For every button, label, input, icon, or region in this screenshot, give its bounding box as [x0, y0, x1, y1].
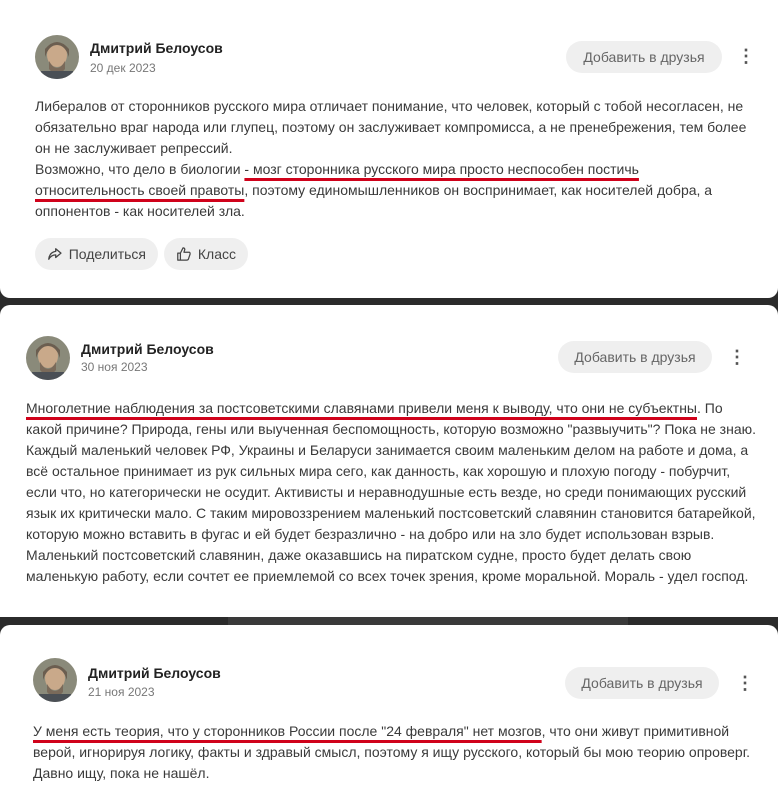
post-text [33, 721, 753, 784]
share-label: Поделиться [68, 246, 146, 262]
divider-strip [228, 617, 628, 625]
avatar-image [33, 658, 77, 702]
post-text [35, 96, 750, 222]
underlined-segment: У меня есть теория, что у сторонников России после "24 февраля" нет мозгов [33, 723, 542, 739]
more-vertical-icon[interactable]: ⋮ [737, 46, 755, 66]
text-segment: , поэтому единомышленников он воспринимает, как носителей добра, а оппонентов - как носителей зла. [35, 182, 713, 219]
avatar-image [26, 336, 70, 380]
add-friend-button[interactable]: Добавить в друзья [558, 341, 712, 373]
share-button[interactable] [35, 238, 158, 270]
avatar[interactable] [35, 35, 79, 79]
author-name[interactable]: Дмитрий Белоусов [90, 40, 223, 56]
author-name[interactable]: Дмитрий Белоусов [88, 665, 221, 681]
post-text [26, 398, 756, 587]
post-date: 21 ноя 2023 [88, 685, 155, 699]
paragraph [26, 398, 756, 440]
paragraph: Либералов от сторонников русского мира отличает понимание, что человек, который с тобой несогласен, не обязательно враг народа или глупец, поэтому он заслуживает компромисса, а не пренебрежения, тем более он не заслуживает репрессий. [35, 98, 747, 156]
text-segment: , что они живут примитивной верой, игнорируя логику, факты и здравый смысл, поэтому я ищу русского, который бы мою теорию опроверг. Давно ищу, пока не нашёл. [33, 723, 751, 781]
like-label: Класс [197, 246, 236, 262]
share-icon [47, 245, 63, 263]
avatar[interactable] [26, 336, 70, 380]
underlined-segment: - мозг сторонника русского мира просто неспособен постичь относительность своей правоты [35, 161, 639, 198]
author-name[interactable]: Дмитрий Белоусов [81, 341, 214, 357]
post-card-3 [0, 625, 778, 801]
paragraph [33, 721, 753, 784]
underlined-segment: Многолетние наблюдения за постсоветскими славянами привели меня к выводу, что они не субъектны [26, 400, 697, 416]
more-vertical-icon[interactable]: ⋮ [736, 673, 754, 693]
paragraph: Каждый маленький человек РФ, Украины и Беларуси занимается своим маленьким делом на работе и дома, а всё остальное принимает из рук сильных мира сего, как данность, как хорошую и плохую погоду - побурчит, если что, но категорически не осудит. Активисты и неравнодушные есть везде, но среди понимающих русский язык их критически мало. С таким мировоззрением маленький постсоветский славянин становится батарейкой, которую можно вставить в фугас и ей будет безразлично - на добро или на зло будет использован взрыв. Маленький постсоветский славянин, даже оказавшись на пиратском судне, просто будет делать свою маленькую работу, если сочтет ее приемлемой со всех точек зрения, кроме моральной. Мораль - удел господ. [26, 442, 756, 584]
post-card-1 [0, 0, 778, 298]
avatar-image [35, 35, 79, 79]
post-date: 30 ноя 2023 [81, 360, 148, 374]
text-segment: . По какой причине? Природа, гены или выученная беспомощность, которую возможно "развыучить"? Пока не знаю. [26, 400, 757, 437]
thumbs-up-icon [176, 245, 192, 263]
like-button[interactable] [164, 238, 248, 270]
text-segment: Возможно, что дело в биологии [35, 161, 245, 177]
avatar[interactable] [33, 658, 77, 702]
add-friend-button[interactable]: Добавить в друзья [565, 667, 719, 699]
more-vertical-icon[interactable]: ⋮ [728, 347, 746, 367]
post-date: 20 дек 2023 [90, 61, 156, 75]
paragraph [35, 159, 750, 222]
post-card-2 [0, 305, 778, 617]
add-friend-button[interactable]: Добавить в друзья [566, 41, 722, 73]
